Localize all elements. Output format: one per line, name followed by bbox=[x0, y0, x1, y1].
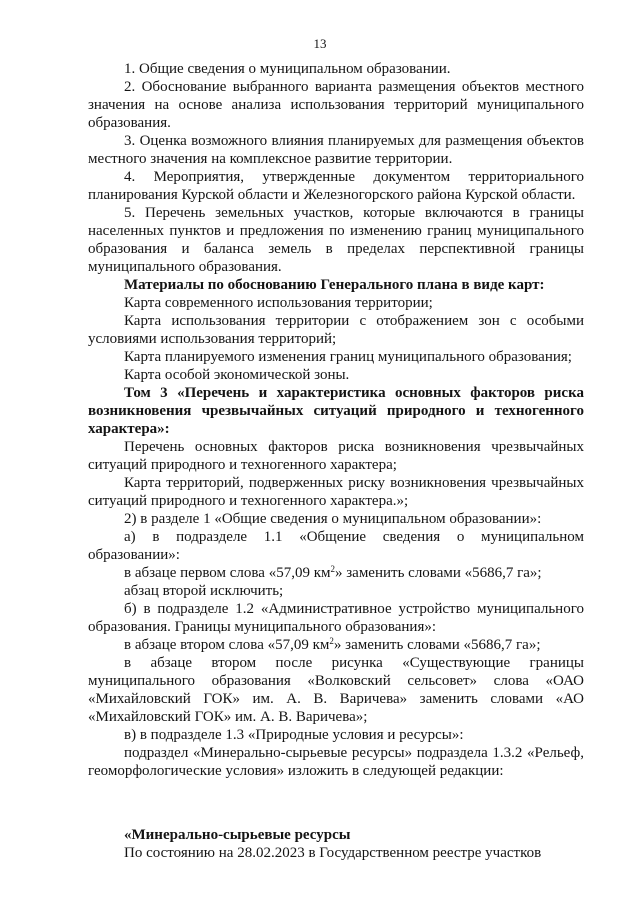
paragraph: 2. Обоснование выбранного варианта размещения объектов местного значения на основе анализа использования территорий муниципального образования. bbox=[88, 79, 584, 131]
text-run: в абзаце первом слова «57,09 км bbox=[124, 565, 331, 581]
paragraph bbox=[88, 636, 584, 654]
blank-line bbox=[88, 795, 584, 811]
bold-heading: Материалы по обоснованию Генерального плана в виде карт: bbox=[124, 277, 545, 293]
paragraph: а) в подразделе 1.1 «Общение сведения о муниципальном образовании»: bbox=[88, 529, 584, 563]
paragraph: Перечень основных факторов риска возникновения чрезвычайных ситуаций природного и техногенного характера; bbox=[88, 439, 584, 473]
paragraph: подраздел «Минерально-сырьевые ресурсы» подраздела 1.3.2 «Рельеф, геоморфологические условия» изложить в следующей редакции: bbox=[88, 745, 584, 779]
paragraph: 3. Оценка возможного влияния планируемых для размещения объектов местного значения на комплексное развитие территории. bbox=[88, 133, 584, 167]
text-run: » заменить словами «5686,7 га»; bbox=[334, 565, 542, 581]
paragraph: в абзаце втором после рисунка «Существующие границы муниципального образования «Волковский сельсовет» слова «ОАО «Михайловский ГОК» им. А. В. Варичева» заменить словами «АО «Михайловский ГОК» им. А. В. Варичева»; bbox=[88, 655, 584, 725]
paragraph bbox=[88, 564, 584, 582]
paragraph: 1. Общие сведения о муниципальном образовании. bbox=[124, 61, 451, 77]
superscript: 2 bbox=[329, 636, 334, 646]
paragraph: Карта современного использования территории; bbox=[124, 295, 433, 311]
paragraph: 5. Перечень земельных участков, которые включаются в границы населенных пунктов и предложения по изменению границ муниципального образования и баланса земель в пределах перспективной границы муниципального образования. bbox=[88, 205, 584, 275]
paragraph: 4. Мероприятия, утвержденные документом территориального планирования Курской области и Железногорского района Курской области. bbox=[88, 169, 584, 203]
page-number: 13 bbox=[313, 36, 327, 51]
paragraph: Карта планируемого изменения границ муниципального образования; bbox=[124, 349, 572, 365]
superscript: 2 bbox=[330, 564, 335, 574]
bold-heading: Том 3 «Перечень и характеристика основных факторов риска возникновения чрезвычайных ситуаций природного и техногенного характера»: bbox=[88, 385, 584, 437]
paragraph: По состоянию на 28.02.2023 в Государственном реестре участков bbox=[124, 845, 542, 861]
bold-heading: «Минерально-сырьевые ресурсы bbox=[124, 827, 351, 843]
text-run: в абзаце втором слова «57,09 км bbox=[124, 637, 330, 653]
paragraph: 2) в разделе 1 «Общие сведения о муниципальном образовании»: bbox=[124, 511, 542, 527]
paragraph: абзац второй исключить; bbox=[124, 583, 284, 599]
paragraph: Карта использования территории с отображением зон с особыми условиями использования территорий; bbox=[88, 313, 584, 347]
paragraph: б) в подразделе 1.2 «Административное устройство муниципального образования. Границы муниципального образования»: bbox=[88, 601, 584, 635]
document-body bbox=[88, 60, 584, 862]
paragraph: Карта территорий, подверженных риску возникновения чрезвычайных ситуаций природного и техногенного характера.»; bbox=[88, 475, 584, 509]
paragraph: Карта особой экономической зоны. bbox=[124, 367, 350, 383]
text-run: » заменить словами «5686,7 га»; bbox=[333, 637, 541, 653]
paragraph: в) в подразделе 1.3 «Природные условия и ресурсы»: bbox=[124, 727, 464, 743]
